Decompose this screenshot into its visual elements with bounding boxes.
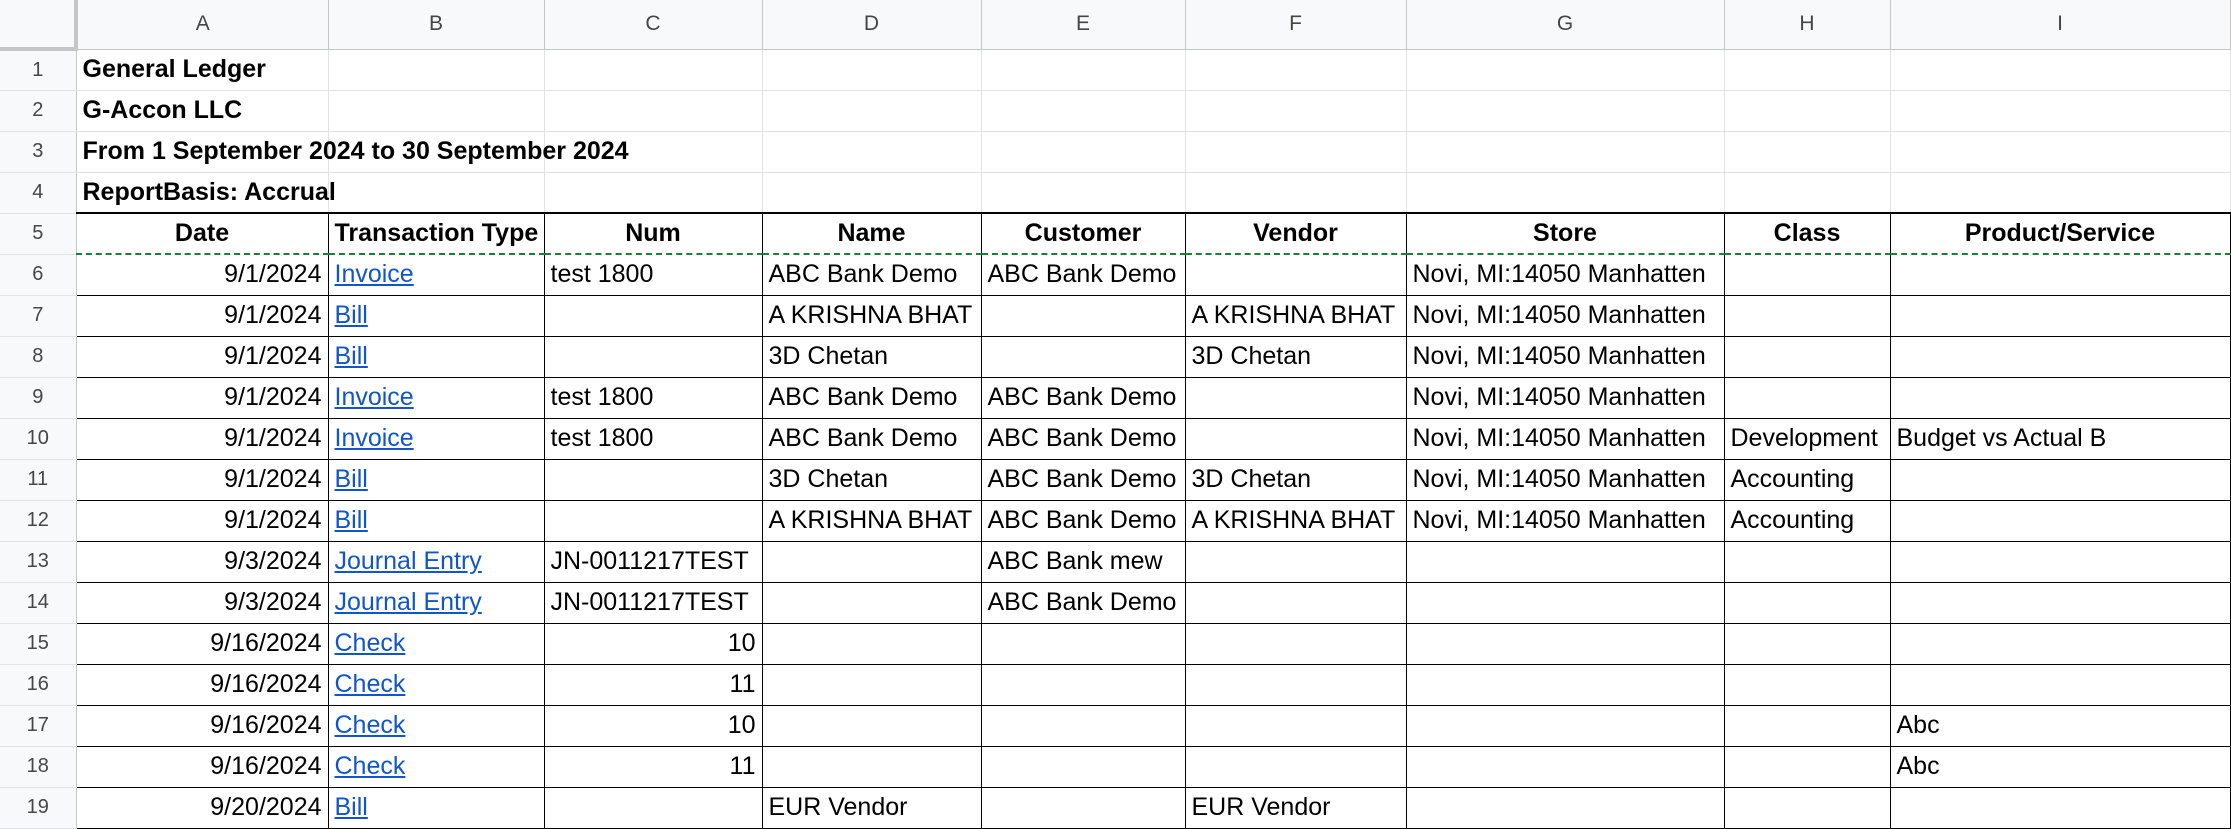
cell[interactable] — [544, 90, 762, 131]
cell-name[interactable] — [762, 623, 981, 664]
cell-vendor[interactable]: EUR Vendor — [1185, 787, 1406, 828]
cell[interactable] — [1406, 131, 1724, 172]
transaction-type-link[interactable]: Check — [334, 670, 406, 698]
cell-transaction-type[interactable] — [328, 623, 544, 664]
cell-class[interactable] — [1724, 377, 1890, 418]
column-header-g[interactable]: G — [1406, 0, 1724, 49]
cell-customer[interactable]: ABC Bank Demo — [981, 377, 1185, 418]
cell-transaction-type[interactable] — [328, 541, 544, 582]
cell-transaction-type[interactable] — [328, 746, 544, 787]
cell-product-service[interactable] — [1890, 459, 2230, 500]
table-row — [0, 582, 2230, 623]
cell-num[interactable]: 11 — [544, 664, 762, 705]
cell-customer[interactable]: ABC Bank mew — [981, 541, 1185, 582]
cell-transaction-type[interactable] — [328, 377, 544, 418]
cell-num[interactable]: 11 — [544, 746, 762, 787]
cell-customer[interactable] — [981, 623, 1185, 664]
cell-customer[interactable] — [981, 664, 1185, 705]
cell-transaction-type[interactable] — [328, 705, 544, 746]
select-all-corner[interactable] — [0, 0, 76, 49]
sheet-row — [0, 213, 2230, 254]
cell-vendor[interactable]: A KRISHNA BHAT — [1185, 295, 1406, 336]
cell[interactable] — [1890, 131, 2230, 172]
cell-num[interactable] — [544, 336, 762, 377]
cell-store[interactable]: Novi, MI:14050 Manhatten — [1406, 418, 1724, 459]
cell-store[interactable]: Novi, MI:14050 Manhatten — [1406, 459, 1724, 500]
cell-num[interactable] — [544, 500, 762, 541]
table-header-product-service[interactable]: Product/Service — [1890, 213, 2230, 254]
cell-name[interactable] — [762, 705, 981, 746]
report-basis[interactable]: ReportBasis: Accrual — [76, 172, 328, 213]
table-row — [0, 500, 2230, 541]
table-header-name[interactable]: Name — [762, 213, 981, 254]
cell-date[interactable]: 9/20/2024 — [76, 787, 328, 828]
cell[interactable] — [328, 90, 544, 131]
row-number[interactable]: 14 — [0, 582, 76, 623]
cell[interactable] — [1724, 90, 1890, 131]
cell[interactable] — [1724, 131, 1890, 172]
cell-vendor[interactable]: 3D Chetan — [1185, 336, 1406, 377]
cell[interactable] — [1406, 90, 1724, 131]
table-row — [0, 746, 2230, 787]
transaction-type-link[interactable]: Journal Entry — [334, 547, 482, 575]
cell-customer[interactable]: ABC Bank Demo — [981, 582, 1185, 623]
sheet-row — [0, 172, 2230, 213]
cell-transaction-type[interactable] — [328, 336, 544, 377]
cell-vendor[interactable] — [1185, 705, 1406, 746]
cell-store[interactable] — [1406, 582, 1724, 623]
cell-customer[interactable]: ABC Bank Demo — [981, 254, 1185, 295]
cell[interactable] — [762, 172, 981, 213]
cell-date[interactable]: 9/1/2024 — [76, 459, 328, 500]
cell-transaction-type[interactable] — [328, 418, 544, 459]
cell-num[interactable]: JN-0011217TEST — [544, 541, 762, 582]
cell-class[interactable]: Accounting — [1724, 459, 1890, 500]
transaction-type-link[interactable]: Check — [334, 629, 406, 657]
cell-vendor[interactable] — [1185, 254, 1406, 295]
cell[interactable] — [762, 90, 981, 131]
column-header-c[interactable]: C — [544, 0, 762, 49]
cell-vendor[interactable] — [1185, 418, 1406, 459]
cell-date[interactable]: 9/16/2024 — [76, 664, 328, 705]
cell-date[interactable]: 9/16/2024 — [76, 623, 328, 664]
row-number[interactable]: 15 — [0, 623, 76, 664]
cell-class[interactable] — [1724, 787, 1890, 828]
cell-store[interactable] — [1406, 787, 1724, 828]
cell-name[interactable] — [762, 582, 981, 623]
row-number[interactable]: 18 — [0, 746, 76, 787]
cell-num[interactable]: JN-0011217TEST — [544, 582, 762, 623]
cell-product-service[interactable] — [1890, 377, 2230, 418]
cell-num[interactable] — [544, 295, 762, 336]
row-number[interactable]: 13 — [0, 541, 76, 582]
column-header-f[interactable]: F — [1185, 0, 1406, 49]
cell-product-service[interactable]: Abc — [1890, 746, 2230, 787]
report-company[interactable]: G-Accon LLC — [76, 90, 328, 131]
table-row — [0, 787, 2230, 828]
cell-class[interactable] — [1724, 541, 1890, 582]
table-row — [0, 418, 2230, 459]
cell-name[interactable]: EUR Vendor — [762, 787, 981, 828]
cell[interactable] — [1185, 131, 1406, 172]
cell-vendor[interactable] — [1185, 746, 1406, 787]
table-row — [0, 377, 2230, 418]
cell-date[interactable]: 9/1/2024 — [76, 254, 328, 295]
cell-customer[interactable] — [981, 336, 1185, 377]
report-title[interactable]: General Ledger — [76, 49, 328, 90]
cell-transaction-type[interactable] — [328, 500, 544, 541]
cell[interactable] — [981, 131, 1185, 172]
cell-num[interactable]: test 1800 — [544, 418, 762, 459]
cell[interactable] — [544, 172, 762, 213]
transaction-type-link[interactable]: Journal Entry — [334, 588, 482, 616]
cell-vendor[interactable]: 3D Chetan — [1185, 459, 1406, 500]
cell-vendor[interactable] — [1185, 664, 1406, 705]
cell-store[interactable] — [1406, 746, 1724, 787]
cell-customer[interactable] — [981, 787, 1185, 828]
cell[interactable] — [981, 172, 1185, 213]
table-row — [0, 295, 2230, 336]
cell[interactable] — [1185, 90, 1406, 131]
table-header-customer[interactable]: Customer — [981, 213, 1185, 254]
column-header-a[interactable]: A — [76, 0, 328, 49]
transaction-type-link[interactable]: Invoice — [334, 383, 414, 411]
cell-customer[interactable]: ABC Bank Demo — [981, 459, 1185, 500]
cell-name[interactable] — [762, 541, 981, 582]
cell[interactable] — [981, 90, 1185, 131]
cell-customer[interactable]: ABC Bank Demo — [981, 500, 1185, 541]
cell-num[interactable]: test 1800 — [544, 254, 762, 295]
cell-customer[interactable] — [981, 705, 1185, 746]
cell-product-service[interactable] — [1890, 254, 2230, 295]
cell-date[interactable]: 9/3/2024 — [76, 582, 328, 623]
cell[interactable] — [1724, 49, 1890, 90]
table-row — [0, 664, 2230, 705]
cell-num[interactable] — [544, 787, 762, 828]
column-header-row — [0, 0, 2230, 49]
cell-date[interactable]: 9/3/2024 — [76, 541, 328, 582]
cell-transaction-type[interactable] — [328, 254, 544, 295]
cell-name[interactable]: A KRISHNA BHAT — [762, 500, 981, 541]
cell-name[interactable]: ABC Bank Demo — [762, 418, 981, 459]
cell-class[interactable] — [1724, 746, 1890, 787]
column-header-e[interactable]: E — [981, 0, 1185, 49]
cell-vendor[interactable] — [1185, 623, 1406, 664]
row-number[interactable]: 3 — [0, 131, 76, 172]
row-number[interactable]: 16 — [0, 664, 76, 705]
cell-vendor[interactable] — [1185, 582, 1406, 623]
cell-num[interactable]: 10 — [544, 705, 762, 746]
cell-class[interactable] — [1724, 295, 1890, 336]
cell-date[interactable]: 9/1/2024 — [76, 377, 328, 418]
cell-transaction-type[interactable] — [328, 295, 544, 336]
cell-class[interactable] — [1724, 582, 1890, 623]
cell-product-service[interactable] — [1890, 664, 2230, 705]
transaction-type-link[interactable]: Bill — [334, 506, 368, 534]
cell-customer[interactable] — [981, 295, 1185, 336]
transaction-type-link[interactable]: Invoice — [334, 424, 414, 452]
cell-store[interactable] — [1406, 664, 1724, 705]
transaction-type-link[interactable]: Check — [334, 752, 406, 780]
row-number[interactable]: 8 — [0, 336, 76, 377]
table-header-num[interactable]: Num — [544, 213, 762, 254]
cell-name[interactable] — [762, 746, 981, 787]
cell-product-service[interactable] — [1890, 787, 2230, 828]
cell[interactable] — [1890, 49, 2230, 90]
table-row — [0, 541, 2230, 582]
cell-class[interactable]: Development — [1724, 418, 1890, 459]
cell[interactable] — [762, 49, 981, 90]
row-number[interactable]: 4 — [0, 172, 76, 213]
row-number[interactable]: 17 — [0, 705, 76, 746]
cell-store[interactable]: Novi, MI:14050 Manhatten — [1406, 295, 1724, 336]
cell-name[interactable] — [762, 664, 981, 705]
cell-product-service[interactable] — [1890, 541, 2230, 582]
table-header-date[interactable]: Date — [76, 213, 328, 254]
cell-class[interactable] — [1724, 254, 1890, 295]
row-number[interactable]: 10 — [0, 418, 76, 459]
transaction-type-link[interactable]: Bill — [334, 793, 368, 821]
cell-num[interactable]: 10 — [544, 623, 762, 664]
column-header-d[interactable]: D — [762, 0, 981, 49]
transaction-type-link[interactable]: Bill — [334, 465, 368, 493]
table-header-transaction-type[interactable]: Transaction Type — [328, 213, 544, 254]
cell[interactable] — [328, 49, 544, 90]
cell-transaction-type[interactable] — [328, 582, 544, 623]
row-number[interactable]: 7 — [0, 295, 76, 336]
sheet-row — [0, 49, 2230, 90]
cell[interactable] — [1890, 90, 2230, 131]
cell-date[interactable]: 9/1/2024 — [76, 500, 328, 541]
row-number[interactable]: 12 — [0, 500, 76, 541]
transaction-type-link[interactable]: Bill — [334, 301, 368, 329]
cell[interactable] — [1185, 172, 1406, 213]
cell-vendor[interactable] — [1185, 377, 1406, 418]
table-row — [0, 254, 2230, 295]
cell-date[interactable]: 9/1/2024 — [76, 295, 328, 336]
table-row — [0, 336, 2230, 377]
cell-name[interactable]: 3D Chetan — [762, 336, 981, 377]
cell[interactable] — [762, 131, 981, 172]
cell-store[interactable] — [1406, 541, 1724, 582]
table-row — [0, 705, 2230, 746]
row-number[interactable]: 9 — [0, 377, 76, 418]
cell-class[interactable]: Accounting — [1724, 500, 1890, 541]
transaction-type-link[interactable]: Bill — [334, 342, 368, 370]
row-number[interactable]: 1 — [0, 49, 76, 90]
cell-product-service[interactable] — [1890, 295, 2230, 336]
cell-vendor[interactable] — [1185, 541, 1406, 582]
cell[interactable] — [544, 49, 762, 90]
cell-class[interactable] — [1724, 705, 1890, 746]
cell-num[interactable] — [544, 459, 762, 500]
cell-customer[interactable]: ABC Bank Demo — [981, 418, 1185, 459]
row-number[interactable]: 6 — [0, 254, 76, 295]
cell[interactable] — [1890, 172, 2230, 213]
cell[interactable] — [981, 49, 1185, 90]
cell-date[interactable]: 9/1/2024 — [76, 418, 328, 459]
table-header-store[interactable]: Store — [1406, 213, 1724, 254]
cell-store[interactable]: Novi, MI:14050 Manhatten — [1406, 377, 1724, 418]
column-header-i[interactable]: I — [1890, 0, 2230, 49]
cell-date[interactable]: 9/16/2024 — [76, 705, 328, 746]
sheet-row — [0, 131, 2230, 172]
row-number[interactable]: 2 — [0, 90, 76, 131]
table-row — [0, 623, 2230, 664]
cell-vendor[interactable]: A KRISHNA BHAT — [1185, 500, 1406, 541]
cell-date[interactable]: 9/16/2024 — [76, 746, 328, 787]
cell[interactable] — [1724, 172, 1890, 213]
row-number[interactable]: 5 — [0, 213, 76, 254]
cell-product-service[interactable] — [1890, 582, 2230, 623]
cell-store[interactable] — [1406, 705, 1724, 746]
cell[interactable] — [1185, 49, 1406, 90]
table-row — [0, 459, 2230, 500]
cell-store[interactable] — [1406, 623, 1724, 664]
cell-class[interactable] — [1724, 623, 1890, 664]
table-header-vendor[interactable]: Vendor — [1185, 213, 1406, 254]
cell[interactable] — [328, 172, 544, 213]
cell-transaction-type[interactable] — [328, 664, 544, 705]
cell-product-service[interactable]: Budget vs Actual B — [1890, 418, 2230, 459]
table-header-class[interactable]: Class — [1724, 213, 1890, 254]
cell-name[interactable]: A KRISHNA BHAT — [762, 295, 981, 336]
cell-class[interactable] — [1724, 664, 1890, 705]
transaction-type-link[interactable]: Check — [334, 711, 406, 739]
row-number[interactable]: 19 — [0, 787, 76, 828]
cell-product-service[interactable] — [1890, 336, 2230, 377]
cell-product-service[interactable] — [1890, 500, 2230, 541]
transaction-type-link[interactable]: Invoice — [334, 260, 414, 289]
cell-name[interactable]: ABC Bank Demo — [762, 377, 981, 418]
cell-date[interactable]: 9/1/2024 — [76, 336, 328, 377]
cell-class[interactable] — [1724, 336, 1890, 377]
cell-name[interactable]: 3D Chetan — [762, 459, 981, 500]
column-header-b[interactable]: B — [328, 0, 544, 49]
cell-customer[interactable] — [981, 746, 1185, 787]
cell[interactable] — [1406, 49, 1724, 90]
row-number[interactable]: 11 — [0, 459, 76, 500]
cell-product-service[interactable]: Abc — [1890, 705, 2230, 746]
report-period[interactable]: From 1 September 2024 to 30 September 2024 — [76, 131, 328, 172]
cell-store[interactable]: Novi, MI:14050 Manhatten — [1406, 336, 1724, 377]
cell-product-service[interactable] — [1890, 623, 2230, 664]
cell[interactable] — [1406, 172, 1724, 213]
cell-num[interactable]: test 1800 — [544, 377, 762, 418]
column-header-h[interactable]: H — [1724, 0, 1890, 49]
sheet-row — [0, 90, 2230, 131]
cell-name[interactable]: ABC Bank Demo — [762, 254, 981, 295]
cell-store[interactable]: Novi, MI:14050 Manhatten — [1406, 254, 1724, 295]
cell-store[interactable]: Novi, MI:14050 Manhatten — [1406, 500, 1724, 541]
cell-transaction-type[interactable] — [328, 459, 544, 500]
cell-transaction-type[interactable] — [328, 787, 544, 828]
